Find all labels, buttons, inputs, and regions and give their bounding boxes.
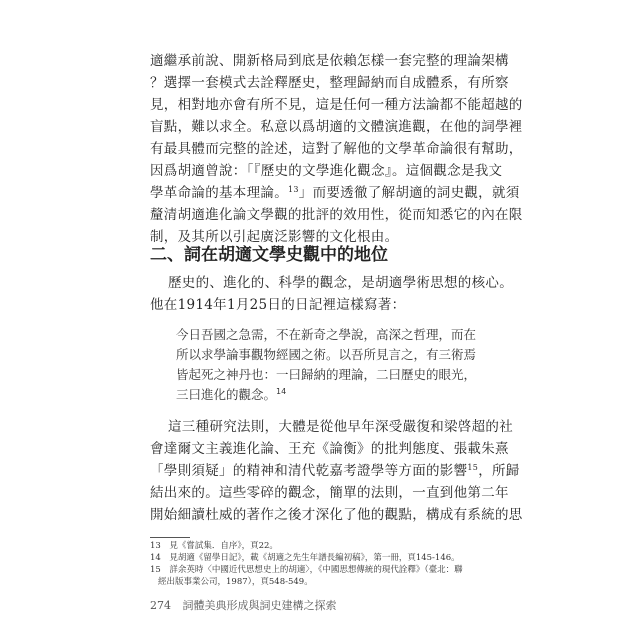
- page-number: 274: [150, 599, 171, 612]
- text-line: 歷史的、進化的、科學的觀念，是胡適學術思想的核心。: [168, 275, 513, 291]
- text-line: 這三種研究法則，大體是從他早年深受嚴復和梁啓超的社: [168, 419, 513, 435]
- text-segment: ，所歸: [478, 463, 520, 479]
- text-line: 會達爾文主義進化論、王充《論衡》的批判態度、張載朱熹: [150, 441, 509, 457]
- quote-line: 今日吾國之急需，不在新奇之學說，高深之哲理，而在: [176, 327, 477, 342]
- text-line: ？選擇一套模式去詮釋歷史，整理歸納而自成體系，有所察: [150, 75, 509, 91]
- text-line: [150, 184, 520, 202]
- footnote-ref-15: 15: [467, 463, 479, 472]
- text-line: 結出來的。這些零碎的觀念，簡單的法則，一直到他第二年: [150, 485, 509, 501]
- page-footer: [150, 599, 337, 613]
- footnote-divider: [150, 537, 190, 538]
- footnote-ref-13: 13: [288, 185, 299, 194]
- running-title: 詞體美典形成與詞史建構之探索: [182, 599, 337, 612]
- text-line: 因爲胡適曾說：「『歷史的文學進化觀念』。這個觀念是我文: [150, 163, 503, 179]
- footnote-13: 13 見《嘗試集．自序》，頁22。: [150, 541, 278, 551]
- text-segment: 學革命論的基本理論。: [150, 185, 288, 201]
- text-line: 開始細讀杜威的著作之後才深化了他的觀點，構成有系統的思: [150, 507, 523, 523]
- footnote-ref-14: 14: [276, 387, 287, 396]
- quote-line: [176, 386, 476, 403]
- quote-line: 所以求學論事觀物經國之術。以吾所見言之，有三術焉: [176, 347, 477, 362]
- text-segment: 三曰進化的觀念。: [176, 387, 277, 402]
- text-line: 見，相對地亦會有所不見，這是任何一種方法論都不能超越的: [150, 97, 523, 113]
- text-line: 盲點，難以求全。私意以爲胡適的文體演進觀，在他的詞學裡: [150, 119, 523, 135]
- footnote-14: 14 見胡適《留學日記》，載《胡適之先生年譜長編初稿》，第一冊，頁145-146。: [150, 553, 460, 563]
- quote-line: 皆起死之神丹也：一曰歸納的理論，二曰歷史的眼光，: [176, 367, 477, 382]
- section-heading: 二、詞在胡適文學史觀中的地位: [150, 245, 388, 265]
- footnote-15: 15 詳余英時〈中國近代思想史上的胡適〉，《中國思想傳統的現代詮釋》（臺北：聯: [150, 565, 463, 575]
- footnote-15-continued: 經出版事業公司，1987），頁548-549。: [158, 577, 313, 587]
- text-segment: 「學則須疑」的精神和清代乾嘉考證學等方面的影響: [150, 463, 468, 479]
- text-line: 制，及其所以引起廣泛影響的文化根由。: [150, 229, 399, 245]
- text-line: 釐清胡適進化論文學觀的批評的效用性，從而知悉它的內在限: [150, 207, 523, 223]
- text-line: 有最具體而完整的詮述，這對了解他的文學革命論很有幫助，: [150, 141, 523, 157]
- text-segment: 」而要透徹了解胡適的詞史觀，就須: [298, 185, 520, 201]
- text-line: 他在1914年1月25日的日記裡這樣寫著：: [150, 297, 406, 313]
- text-line: 適繼承前說、開新格局到底是依賴怎樣一套完整的理論架構: [150, 53, 509, 69]
- text-line: [150, 462, 520, 480]
